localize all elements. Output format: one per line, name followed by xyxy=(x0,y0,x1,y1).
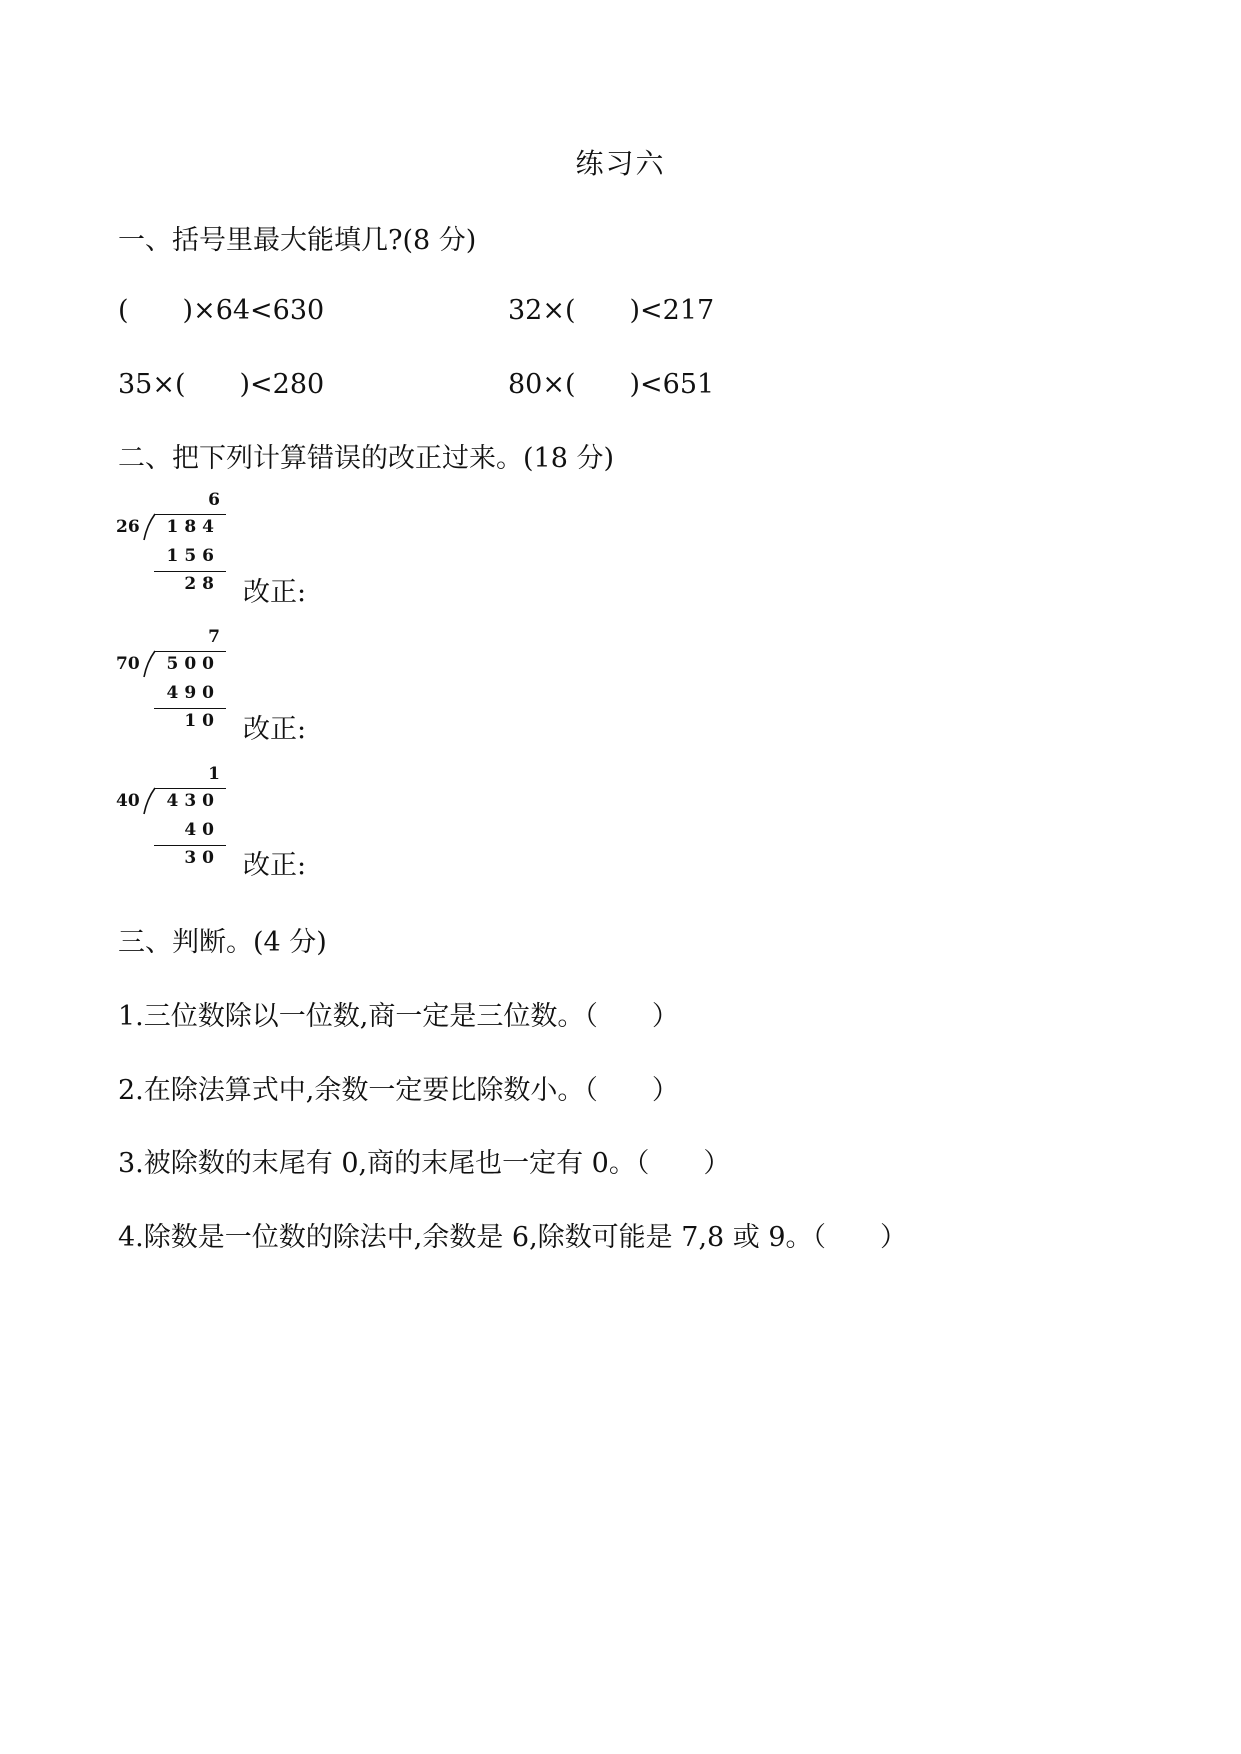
fill-item-4: 80×( )<651 xyxy=(508,369,715,400)
division-bracket xyxy=(143,787,157,815)
divisor: 26 xyxy=(116,517,140,537)
product: 156 xyxy=(166,546,220,566)
dividend: 500 xyxy=(166,654,220,674)
division-bar xyxy=(154,788,226,789)
subtraction-bar xyxy=(154,845,226,846)
judge-item-1: 1.三位数除以一位数,商一定是三位数。（ ） xyxy=(118,1001,679,1032)
quotient: 7 xyxy=(208,627,220,647)
section1-heading: 一、括号里最大能填几?(8 分) xyxy=(118,225,477,256)
long-division-2 xyxy=(116,627,226,731)
quotient: 6 xyxy=(208,490,220,510)
division-bar xyxy=(154,651,226,652)
judge-item-3: 3.被除数的末尾有 0,商的末尾也一定有 0。（ ） xyxy=(118,1148,731,1179)
fix-label-3: 改正: xyxy=(243,850,307,881)
dividend: 430 xyxy=(166,791,220,811)
remainder: 30 xyxy=(184,848,220,868)
fix-label-1: 改正: xyxy=(243,577,307,608)
remainder: 28 xyxy=(184,574,220,594)
section3-heading: 三、判断。(4 分) xyxy=(118,927,327,958)
judge-item-2: 2.在除法算式中,余数一定要比除数小。（ ） xyxy=(118,1075,679,1106)
division-bar xyxy=(154,514,226,515)
subtraction-bar xyxy=(154,708,226,709)
long-division-3 xyxy=(116,764,226,868)
product: 490 xyxy=(166,683,220,703)
subtraction-bar xyxy=(154,571,226,572)
fix-label-2: 改正: xyxy=(243,714,307,745)
fill-item-1: ( )×64<630 xyxy=(118,295,325,326)
division-bracket xyxy=(143,650,157,678)
worksheet-title: 练习六 xyxy=(575,147,666,180)
dividend: 184 xyxy=(166,517,220,537)
product: 40 xyxy=(184,820,220,840)
divisor: 70 xyxy=(116,654,140,674)
fill-item-2: 32×( )<217 xyxy=(508,295,715,326)
section2-heading: 二、把下列计算错误的改正过来。(18 分) xyxy=(118,443,615,474)
remainder: 10 xyxy=(184,711,220,731)
divisor: 40 xyxy=(116,791,140,811)
long-division-1 xyxy=(116,490,226,594)
division-bracket xyxy=(143,513,157,541)
fill-item-3: 35×( )<280 xyxy=(118,369,325,400)
judge-item-4: 4.除数是一位数的除法中,余数是 6,除数可能是 7,8 或 9。（ ） xyxy=(118,1222,908,1253)
quotient: 1 xyxy=(208,764,220,784)
